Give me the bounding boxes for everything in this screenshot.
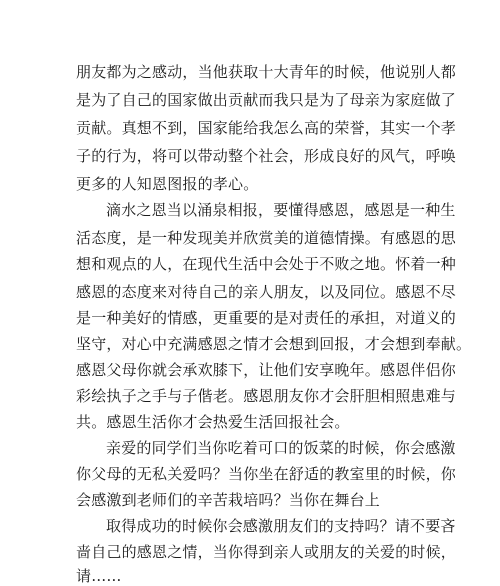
text-line: 贡献。真想不到，国家能给我怎么高的荣誉，其实一个孝: [76, 119, 457, 137]
text-line: 是一种美好的情感，更重要的是对责任的承担，对道义的: [76, 309, 457, 327]
text-line: 想和观点的人，在现代生活中会处于不败之地。怀着一种: [76, 255, 457, 273]
text-line: 活态度，是一种发现美并欣赏美的道德情操。有感恩的思: [76, 229, 457, 247]
text-line: 坚守，对心中充满感恩之情才会想到回报，才会想到奉献。: [76, 335, 472, 353]
text-line: 子的行为，将可以带动整个社会，形成良好的风气，呼唤: [76, 147, 457, 165]
text-line: 更多的人知恩图报的孝心。: [76, 175, 259, 193]
paragraph-first-line: 滴水之恩当以涌泉相报，要懂得感恩，感恩是一种生: [106, 201, 456, 219]
paragraph-first-line: 取得成功的时候你会感激朋友们的支持吗？请不要吝: [106, 517, 456, 535]
paragraph-first-line: 亲爱的同学们当你吃着可口的饭菜的时候，你会感激: [106, 439, 456, 457]
text-line: 共。感恩生活你才会热爱生活回报社会。: [76, 413, 350, 431]
text-line: 彩绘执子之手与子偕老。感恩朋友你才会肝胆相照患难与: [76, 387, 457, 405]
text-line: 会感激到老师们的辛苦栽培吗？当你在舞台上: [76, 491, 381, 509]
text-line: 啬自己的感恩之情，当你得到亲人或朋友的关爱的时候，: [76, 543, 457, 561]
text-line: 你父母的无私关爱吗？当你坐在舒适的教室里的时候，你: [76, 465, 457, 483]
text-line: 朋友都为之感动，当他获取十大青年的时候，他说别人都: [76, 63, 457, 81]
text-line: 感恩父母你就会承欢膝下，让他们安享晚年。感恩伴侣你: [76, 361, 457, 379]
text-line-cut: 请……: [76, 567, 122, 585]
text-line: 感恩的态度来对待自己的亲人朋友，以及同位。感恩不尽: [76, 283, 457, 301]
text-line: 是为了自己的国家做出贡献而我只是为了母亲为家庭做了: [76, 91, 457, 109]
